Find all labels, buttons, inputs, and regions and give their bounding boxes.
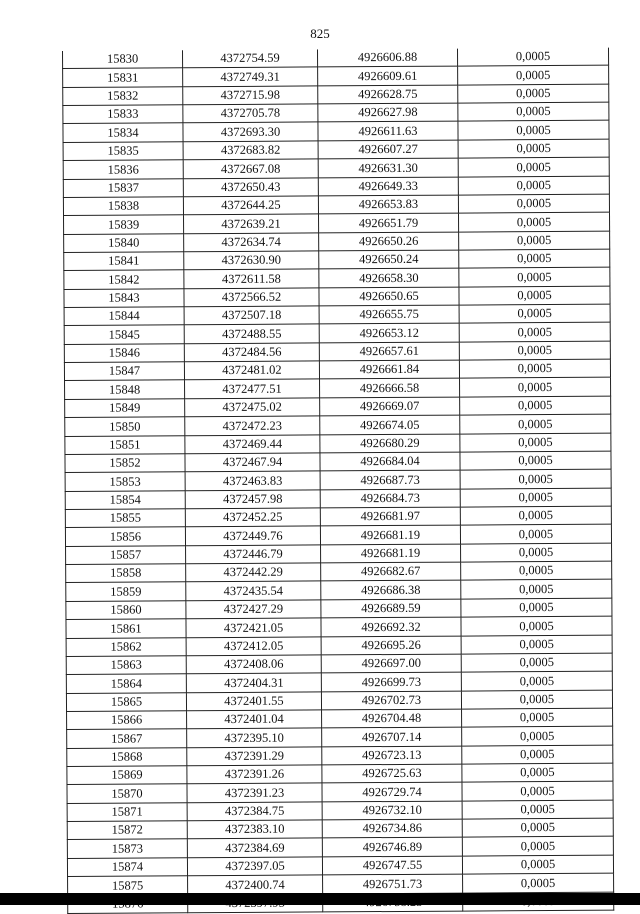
accuracy-cell: 0,0005: [459, 359, 610, 378]
accuracy-cell: 0,0005: [461, 616, 612, 635]
point-number-cell: 15871: [67, 802, 187, 821]
x-coordinate-cell: 4372383.10: [187, 820, 322, 839]
x-coordinate-cell: 4372384.75: [187, 802, 322, 821]
point-number-cell: 15868: [67, 747, 187, 766]
x-coordinate-cell: 4372421.05: [186, 618, 321, 637]
point-number-cell: 15872: [67, 821, 187, 840]
y-coordinate-cell: 4926687.73: [320, 470, 460, 489]
accuracy-cell: 0,0005: [460, 524, 611, 543]
coordinates-table-body: [62, 48, 613, 914]
y-coordinate-cell: 4926689.59: [321, 599, 461, 618]
point-number-cell: 15874: [67, 858, 187, 877]
accuracy-cell: 0,0005: [460, 488, 611, 507]
y-coordinate-cell: 4926746.89: [322, 838, 462, 857]
x-coordinate-cell: 4372749.31: [183, 67, 318, 86]
point-number-cell: 15833: [63, 105, 183, 124]
y-coordinate-cell: 4926650.24: [319, 250, 459, 269]
accuracy-cell: 0,0005: [460, 378, 611, 397]
accuracy-cell: 0,0005: [459, 286, 610, 305]
accuracy-cell: 0,0005: [460, 469, 611, 488]
point-number-cell: 15846: [64, 344, 184, 363]
point-number-cell: 15869: [67, 766, 187, 785]
point-number-cell: 15850: [65, 417, 185, 436]
y-coordinate-cell: 4926649.33: [318, 177, 458, 196]
point-number-cell: 15831: [63, 68, 183, 87]
accuracy-cell: 0,0005: [458, 84, 609, 103]
point-number-cell: 15848: [65, 380, 185, 399]
point-number-cell: 15865: [66, 692, 186, 711]
x-coordinate-cell: 4372395.10: [187, 728, 322, 747]
accuracy-cell: 0,0005: [458, 212, 609, 231]
point-number-cell: 15847: [64, 362, 184, 381]
y-coordinate-cell: 4926653.83: [318, 195, 458, 214]
x-coordinate-cell: 4372683.82: [183, 141, 318, 160]
y-coordinate-cell: 4926650.65: [319, 287, 459, 306]
y-coordinate-cell: 4926692.32: [321, 617, 461, 636]
y-coordinate-cell: 4926732.10: [322, 801, 462, 820]
point-number-cell: 15832: [63, 86, 183, 105]
x-coordinate-cell: 4372401.04: [187, 710, 322, 729]
accuracy-cell: 0,0005: [461, 580, 612, 599]
accuracy-cell: 0,0005: [458, 102, 609, 121]
accuracy-cell: 0,0005: [462, 782, 613, 801]
point-number-cell: 15861: [66, 619, 186, 638]
x-coordinate-cell: 4372715.98: [183, 86, 318, 105]
x-coordinate-cell: 4372639.21: [184, 214, 319, 233]
page-number: 825: [310, 26, 330, 41]
y-coordinate-cell: 4926723.13: [322, 746, 462, 765]
x-coordinate-cell: 4372469.44: [185, 434, 320, 453]
accuracy-cell: 0,0005: [458, 176, 609, 195]
accuracy-cell: 0,0005: [461, 598, 612, 617]
x-coordinate-cell: 4372435.54: [186, 581, 321, 600]
point-number-cell: 15840: [64, 233, 184, 252]
point-number-cell: 15838: [63, 197, 183, 216]
y-coordinate-cell: 4926725.63: [322, 764, 462, 783]
x-coordinate-cell: 4372412.05: [186, 636, 321, 655]
accuracy-cell: 0,0005: [462, 726, 613, 745]
accuracy-cell: 0,0005: [459, 304, 610, 323]
y-coordinate-cell: 4926699.73: [321, 672, 461, 691]
y-coordinate-cell: 4926628.75: [318, 85, 458, 104]
x-coordinate-cell: 4372484.56: [184, 343, 319, 362]
point-number-cell: 15856: [65, 527, 185, 546]
x-coordinate-cell: 4372481.02: [184, 361, 319, 380]
accuracy-cell: 0,0005: [462, 837, 613, 856]
accuracy-cell: 0,0005: [462, 763, 613, 782]
accuracy-cell: 0,0005: [458, 121, 609, 140]
point-number-cell: 15842: [64, 270, 184, 289]
accuracy-cell: 0,0005: [462, 855, 613, 874]
y-coordinate-cell: 4926674.05: [320, 415, 460, 434]
x-coordinate-cell: 4372408.06: [186, 655, 321, 674]
point-number-cell: 15860: [66, 601, 186, 620]
accuracy-cell: 0,0005: [461, 653, 612, 672]
accuracy-cell: 0,0005: [463, 873, 614, 892]
point-number-cell: 15862: [66, 637, 186, 656]
point-number-cell: 15863: [66, 656, 186, 675]
accuracy-cell: 0,0005: [458, 194, 609, 213]
accuracy-cell: 0,0005: [459, 323, 610, 342]
x-coordinate-cell: 4372475.02: [185, 398, 320, 417]
point-number-cell: 15835: [63, 142, 183, 161]
point-number-cell: 15864: [66, 674, 186, 693]
accuracy-cell: 0,0005: [460, 451, 611, 470]
point-number-cell: 15852: [65, 454, 185, 473]
x-coordinate-cell: 4372457.98: [185, 490, 320, 509]
accuracy-cell: 0,0005: [462, 708, 613, 727]
x-coordinate-cell: 4372630.90: [184, 251, 319, 270]
accuracy-cell: 0,0005: [460, 414, 611, 433]
x-coordinate-cell: 4372566.52: [184, 288, 319, 307]
x-coordinate-cell: 4372397.05: [187, 857, 322, 876]
y-coordinate-cell: 4926607.27: [318, 140, 458, 159]
accuracy-cell: 0,0005: [458, 66, 609, 85]
point-number-cell: 15867: [67, 729, 187, 748]
y-coordinate-cell: 4926651.79: [319, 213, 459, 232]
x-coordinate-cell: 4372754.59: [182, 49, 317, 68]
y-coordinate-cell: 4926747.55: [322, 856, 462, 875]
y-coordinate-cell: 4926653.12: [319, 323, 459, 342]
accuracy-cell: 0,0005: [462, 745, 613, 764]
y-coordinate-cell: 4926657.61: [319, 342, 459, 361]
accuracy-cell: 0,0005: [461, 635, 612, 654]
point-number-cell: 15836: [63, 160, 183, 179]
accuracy-cell: 0,0005: [460, 396, 611, 415]
x-coordinate-cell: 4372404.31: [186, 673, 321, 692]
accuracy-cell: 0,0005: [461, 543, 612, 562]
point-number-cell: 15853: [65, 472, 185, 491]
y-coordinate-cell: 4926611.63: [318, 122, 458, 141]
point-number-cell: 15844: [64, 307, 184, 326]
x-coordinate-cell: 4372391.29: [187, 747, 322, 766]
y-coordinate-cell: 4926681.19: [320, 525, 460, 544]
point-number-cell: 15873: [67, 839, 187, 858]
x-coordinate-cell: 4372452.25: [185, 508, 320, 527]
y-coordinate-cell: 4926684.73: [320, 489, 460, 508]
point-number-cell: 15859: [66, 582, 186, 601]
y-coordinate-cell: 4926704.48: [322, 709, 462, 728]
point-number-cell: 15839: [64, 215, 184, 234]
y-coordinate-cell: 4926658.30: [319, 268, 459, 287]
x-coordinate-cell: 4372467.94: [185, 453, 320, 472]
point-number-cell: 15830: [62, 50, 182, 69]
accuracy-cell: 0,0005: [461, 690, 612, 709]
y-coordinate-cell: 4926734.86: [322, 819, 462, 838]
accuracy-cell: 0,0005: [461, 671, 612, 690]
y-coordinate-cell: 4926702.73: [321, 691, 461, 710]
y-coordinate-cell: 4926606.88: [317, 49, 457, 68]
y-coordinate-cell: 4926686.38: [321, 580, 461, 599]
x-coordinate-cell: 4372488.55: [184, 324, 319, 343]
x-coordinate-cell: 4372401.55: [186, 692, 321, 711]
y-coordinate-cell: 4926661.84: [319, 360, 459, 379]
scan-bottom-edge: [0, 893, 640, 905]
x-coordinate-cell: 4372391.26: [187, 765, 322, 784]
x-coordinate-cell: 4372442.29: [186, 563, 321, 582]
point-number-cell: 15857: [66, 545, 186, 564]
y-coordinate-cell: 4926680.29: [320, 434, 460, 453]
accuracy-cell: 0,0005: [462, 818, 613, 837]
x-coordinate-cell: 4372650.43: [183, 177, 318, 196]
point-number-cell: 15866: [67, 711, 187, 730]
point-number-cell: 15875: [68, 876, 188, 895]
y-coordinate-cell: 4926751.73: [323, 874, 463, 893]
point-number-cell: 15858: [66, 564, 186, 583]
accuracy-cell: 0,0005: [460, 506, 611, 525]
y-coordinate-cell: 4926695.26: [321, 636, 461, 655]
y-coordinate-cell: 4926669.07: [320, 397, 460, 416]
y-coordinate-cell: 4926684.04: [320, 452, 460, 471]
y-coordinate-cell: 4926631.30: [318, 158, 458, 177]
coordinates-table-container: [62, 48, 613, 914]
point-number-cell: 15845: [64, 325, 184, 344]
y-coordinate-cell: 4926666.58: [320, 379, 460, 398]
accuracy-cell: 0,0005: [459, 231, 610, 250]
y-coordinate-cell: 4926729.74: [322, 782, 462, 801]
y-coordinate-cell: 4926681.97: [320, 507, 460, 526]
x-coordinate-cell: 4372693.30: [183, 122, 318, 141]
y-coordinate-cell: 4926707.14: [322, 727, 462, 746]
x-coordinate-cell: 4372705.78: [183, 104, 318, 123]
y-coordinate-cell: 4926697.00: [321, 654, 461, 673]
accuracy-cell: 0,0005: [462, 800, 613, 819]
accuracy-cell: 0,0005: [460, 433, 611, 452]
point-number-cell: 15843: [64, 288, 184, 307]
accuracy-cell: 0,0005: [459, 341, 610, 360]
accuracy-cell: 0,0005: [461, 561, 612, 580]
accuracy-cell: 0,0005: [458, 157, 609, 176]
x-coordinate-cell: 4372667.08: [183, 159, 318, 178]
y-coordinate-cell: 4926627.98: [318, 103, 458, 122]
point-number-cell: 15854: [65, 490, 185, 509]
x-coordinate-cell: 4372449.76: [185, 526, 320, 545]
accuracy-cell: 0,0005: [457, 48, 608, 67]
coordinates-table: [62, 48, 614, 914]
point-number-cell: 15851: [65, 435, 185, 454]
point-number-cell: 15837: [63, 178, 183, 197]
x-coordinate-cell: 4372463.83: [185, 471, 320, 490]
point-number-cell: 15834: [63, 123, 183, 142]
x-coordinate-cell: 4372507.18: [184, 306, 319, 325]
x-coordinate-cell: 4372634.74: [184, 233, 319, 252]
y-coordinate-cell: 4926681.19: [321, 544, 461, 563]
point-number-cell: 15855: [65, 509, 185, 528]
x-coordinate-cell: 4372427.29: [186, 600, 321, 619]
accuracy-cell: 0,0005: [459, 267, 610, 286]
point-number-cell: 15841: [64, 252, 184, 271]
accuracy-cell: 0,0005: [459, 249, 610, 268]
x-coordinate-cell: 4372611.58: [184, 269, 319, 288]
x-coordinate-cell: 4372446.79: [186, 545, 321, 564]
x-coordinate-cell: 4372644.25: [183, 196, 318, 215]
y-coordinate-cell: 4926609.61: [318, 66, 458, 85]
x-coordinate-cell: 4372384.69: [187, 838, 322, 857]
x-coordinate-cell: 4372477.51: [185, 379, 320, 398]
x-coordinate-cell: 4372400.74: [188, 875, 323, 894]
point-number-cell: 15870: [67, 784, 187, 803]
accuracy-cell: 0,0005: [458, 139, 609, 158]
y-coordinate-cell: 4926682.67: [321, 562, 461, 581]
x-coordinate-cell: 4372391.23: [187, 783, 322, 802]
x-coordinate-cell: 4372472.23: [185, 416, 320, 435]
y-coordinate-cell: 4926655.75: [319, 305, 459, 324]
point-number-cell: 15849: [65, 399, 185, 418]
y-coordinate-cell: 4926650.26: [319, 232, 459, 251]
